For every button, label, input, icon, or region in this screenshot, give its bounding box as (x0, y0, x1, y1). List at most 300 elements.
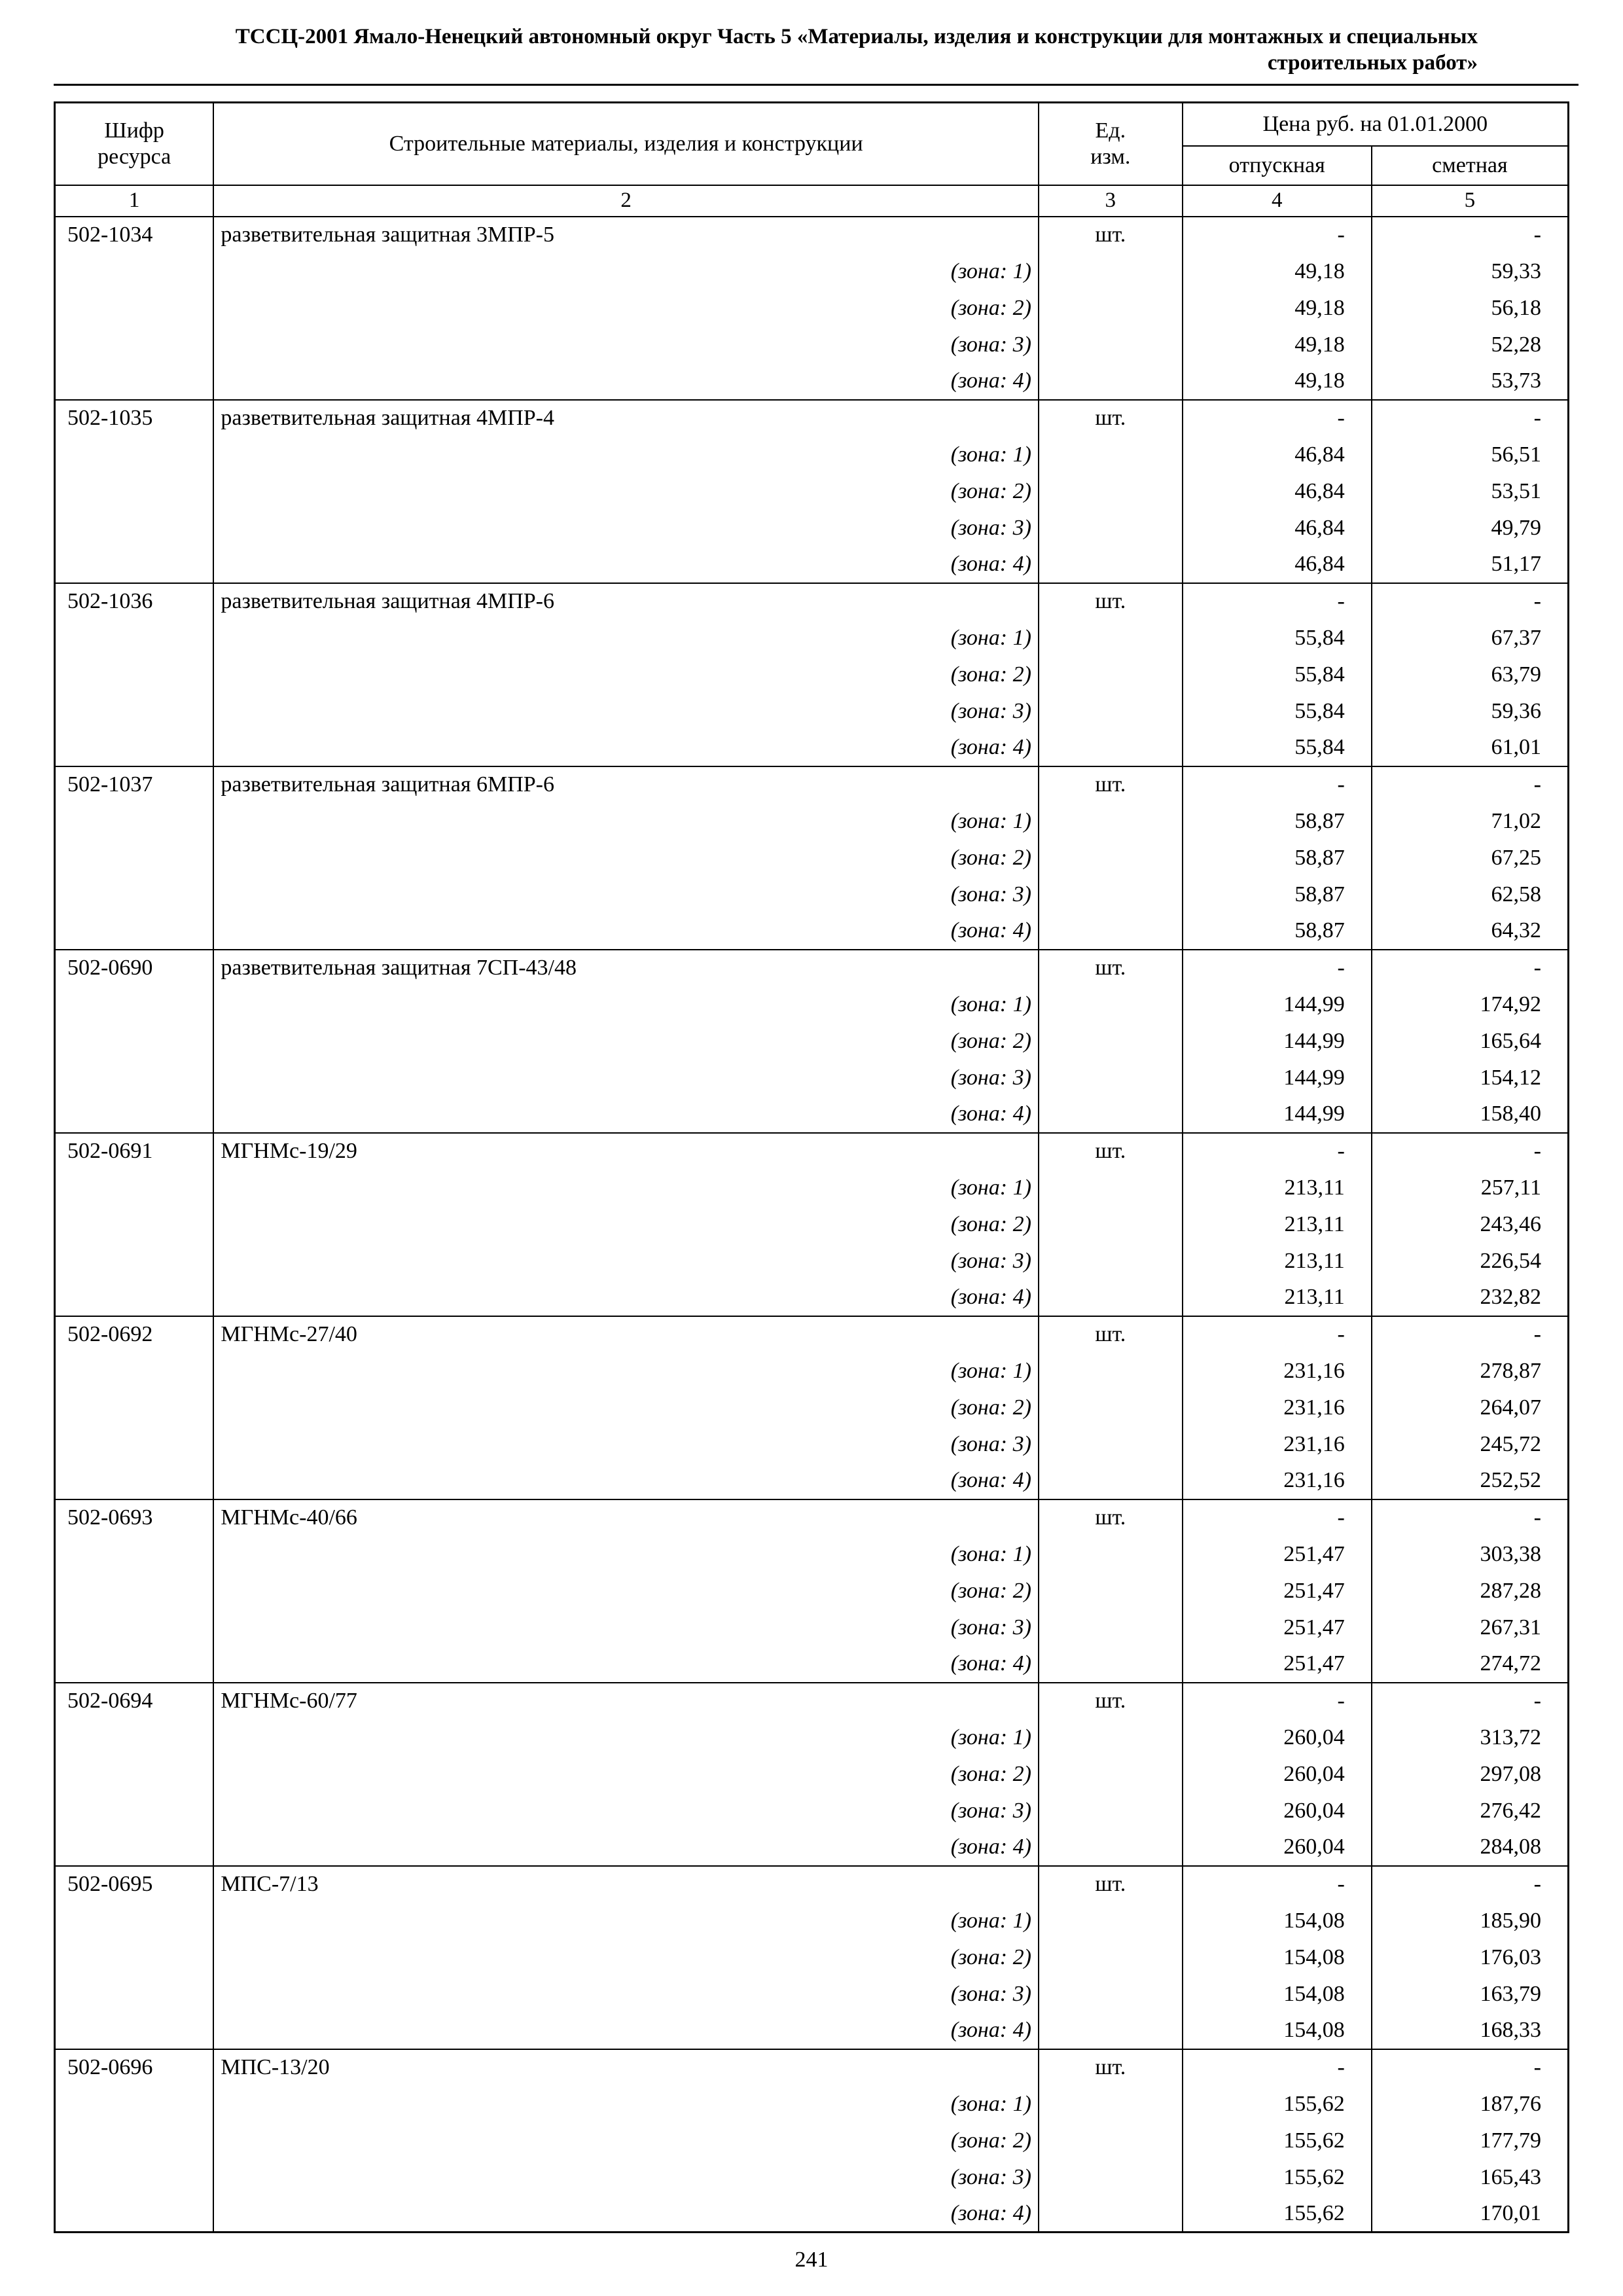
zone-price-smetnaya: 226,54 (1372, 1243, 1569, 1280)
zone-label: (зона: 3) (213, 327, 1039, 363)
zone-price-smetnaya: 53,51 (1372, 473, 1569, 510)
empty-cell (55, 1353, 214, 1390)
empty-cell (55, 363, 214, 400)
resource-name: МПС-7/13 (213, 1866, 1039, 1903)
empty-cell (55, 1243, 214, 1280)
zone-price-otpusknaya: 144,99 (1183, 1023, 1372, 1060)
resource-price-otpusknaya: - (1183, 217, 1372, 253)
empty-cell (1039, 1903, 1183, 1939)
zone-label: (зона: 1) (213, 2086, 1039, 2123)
zone-label: (зона: 2) (213, 1756, 1039, 1793)
resource-unit: шт. (1039, 1133, 1183, 1170)
resource-code: 502-0693 (55, 1499, 214, 1536)
zone-price-smetnaya: 59,36 (1372, 693, 1569, 730)
empty-cell (55, 2196, 214, 2233)
empty-cell (1039, 656, 1183, 693)
zone-price-smetnaya: 56,51 (1372, 437, 1569, 473)
zone-row (55, 1756, 1569, 1793)
zone-label: (зона: 2) (213, 2123, 1039, 2159)
empty-cell (1039, 1426, 1183, 1463)
zone-label: (зона: 2) (213, 1573, 1039, 1609)
zone-row (55, 1243, 1569, 1280)
zone-label: (зона: 1) (213, 437, 1039, 473)
zone-label: (зона: 3) (213, 1793, 1039, 1829)
empty-cell (1039, 327, 1183, 363)
zone-price-otpusknaya: 213,11 (1183, 1280, 1372, 1316)
empty-cell (1039, 437, 1183, 473)
zone-row (55, 1609, 1569, 1646)
resource-code: 502-0692 (55, 1316, 214, 1353)
column-number-5: 5 (1372, 185, 1569, 217)
zone-label: (зона: 3) (213, 1976, 1039, 2013)
zone-price-otpusknaya: 58,87 (1183, 913, 1372, 950)
zone-price-smetnaya: 168,33 (1372, 2013, 1569, 2049)
empty-cell (55, 730, 214, 766)
empty-cell (1039, 547, 1183, 583)
resource-price-smetnaya: - (1372, 1499, 1569, 1536)
zone-price-smetnaya: 257,11 (1372, 1170, 1569, 1206)
resource-main-row (55, 217, 1569, 253)
zone-label: (зона: 1) (213, 1353, 1039, 1390)
zone-label: (зона: 1) (213, 1536, 1039, 1573)
empty-cell (55, 327, 214, 363)
zone-row (55, 1170, 1569, 1206)
empty-cell (1039, 1060, 1183, 1096)
resource-price-otpusknaya: - (1183, 766, 1372, 803)
zone-price-smetnaya: 154,12 (1372, 1060, 1569, 1096)
document-header (54, 24, 1569, 76)
zone-row (55, 1206, 1569, 1243)
zone-label: (зона: 4) (213, 1280, 1039, 1316)
zone-price-otpusknaya: 231,16 (1183, 1390, 1372, 1426)
empty-cell (1039, 1243, 1183, 1280)
empty-cell (55, 253, 214, 290)
zone-price-smetnaya: 67,37 (1372, 620, 1569, 656)
zone-label: (зона: 2) (213, 656, 1039, 693)
resource-main-row (55, 1683, 1569, 1719)
empty-cell (1039, 730, 1183, 766)
resource-price-smetnaya: - (1372, 400, 1569, 437)
zone-price-smetnaya: 276,42 (1372, 1793, 1569, 1829)
resource-code: 502-1035 (55, 400, 214, 437)
resource-main-row (55, 1499, 1569, 1536)
zone-price-smetnaya: 185,90 (1372, 1903, 1569, 1939)
zone-row (55, 510, 1569, 547)
empty-cell (55, 1976, 214, 2013)
zone-row (55, 327, 1569, 363)
zone-row (55, 1023, 1569, 1060)
zone-price-otpusknaya: 55,84 (1183, 656, 1372, 693)
zone-price-smetnaya: 158,40 (1372, 1096, 1569, 1133)
empty-cell (1039, 473, 1183, 510)
empty-cell (1039, 2013, 1183, 2049)
empty-cell (55, 473, 214, 510)
zone-price-smetnaya: 284,08 (1372, 1829, 1569, 1866)
resource-name: МГНМс-60/77 (213, 1683, 1039, 1719)
empty-cell (55, 913, 214, 950)
zone-price-smetnaya: 163,79 (1372, 1976, 1569, 2013)
zone-price-smetnaya: 176,03 (1372, 1939, 1569, 1976)
zone-row (55, 1536, 1569, 1573)
zone-price-smetnaya: 67,25 (1372, 840, 1569, 876)
zone-row (55, 1096, 1569, 1133)
resource-code: 502-0695 (55, 1866, 214, 1903)
zone-price-smetnaya: 62,58 (1372, 876, 1569, 913)
zone-label: (зона: 1) (213, 986, 1039, 1023)
resource-code: 502-0694 (55, 1683, 214, 1719)
zone-row (55, 1426, 1569, 1463)
empty-cell (1039, 620, 1183, 656)
zone-row (55, 1939, 1569, 1976)
empty-cell (55, 1756, 214, 1793)
zone-row (55, 803, 1569, 840)
resource-code: 502-0696 (55, 2049, 214, 2086)
zone-label: (зона: 4) (213, 913, 1039, 950)
zone-price-smetnaya: 63,79 (1372, 656, 1569, 693)
zone-row (55, 1976, 1569, 2013)
zone-label: (зона: 4) (213, 1829, 1039, 1866)
zone-row (55, 290, 1569, 327)
zone-label: (зона: 4) (213, 1463, 1039, 1499)
empty-cell (55, 510, 214, 547)
column-number-1: 1 (55, 185, 214, 217)
zone-label: (зона: 1) (213, 253, 1039, 290)
zone-row (55, 1573, 1569, 1609)
resource-unit: шт. (1039, 583, 1183, 620)
empty-cell (55, 1390, 214, 1426)
zone-label: (зона: 1) (213, 1903, 1039, 1939)
resource-price-smetnaya: - (1372, 217, 1569, 253)
empty-cell (55, 1023, 214, 1060)
zone-price-otpusknaya: 49,18 (1183, 363, 1372, 400)
zone-price-otpusknaya: 144,99 (1183, 1096, 1372, 1133)
resource-code: 502-0691 (55, 1133, 214, 1170)
header-rule (54, 84, 1578, 86)
empty-cell (55, 2013, 214, 2049)
zone-price-otpusknaya: 49,18 (1183, 327, 1372, 363)
zone-price-otpusknaya: 154,08 (1183, 2013, 1372, 2049)
zone-price-smetnaya: 278,87 (1372, 1353, 1569, 1390)
zone-row (55, 437, 1569, 473)
zone-price-otpusknaya: 46,84 (1183, 510, 1372, 547)
zone-price-otpusknaya: 58,87 (1183, 876, 1372, 913)
zone-price-otpusknaya: 260,04 (1183, 1829, 1372, 1866)
resource-price-otpusknaya: - (1183, 583, 1372, 620)
zone-price-smetnaya: 232,82 (1372, 1280, 1569, 1316)
zone-price-otpusknaya: 58,87 (1183, 840, 1372, 876)
resource-price-smetnaya: - (1372, 583, 1569, 620)
zone-price-otpusknaya: 58,87 (1183, 803, 1372, 840)
resource-main-row (55, 1316, 1569, 1353)
zone-price-smetnaya: 313,72 (1372, 1719, 1569, 1756)
zone-price-smetnaya: 56,18 (1372, 290, 1569, 327)
zone-price-otpusknaya: 55,84 (1183, 693, 1372, 730)
empty-cell (55, 1060, 214, 1096)
empty-cell (55, 840, 214, 876)
empty-cell (55, 1939, 214, 1976)
zone-price-otpusknaya: 231,16 (1183, 1463, 1372, 1499)
empty-cell (1039, 803, 1183, 840)
zone-price-otpusknaya: 49,18 (1183, 253, 1372, 290)
empty-cell (55, 620, 214, 656)
resource-unit: шт. (1039, 950, 1183, 986)
zone-price-smetnaya: 274,72 (1372, 1646, 1569, 1683)
resource-price-otpusknaya: - (1183, 1316, 1372, 1353)
empty-cell (55, 1426, 214, 1463)
zone-price-otpusknaya: 260,04 (1183, 1756, 1372, 1793)
resource-name: разветвительная защитная 4МПР-4 (213, 400, 1039, 437)
zone-price-smetnaya: 303,38 (1372, 1536, 1569, 1573)
empty-cell (1039, 363, 1183, 400)
empty-cell (1039, 2086, 1183, 2123)
zone-price-smetnaya: 71,02 (1372, 803, 1569, 840)
zone-row (55, 1353, 1569, 1390)
empty-cell (1039, 1829, 1183, 1866)
resource-main-row (55, 400, 1569, 437)
zone-row (55, 547, 1569, 583)
zone-price-otpusknaya: 260,04 (1183, 1719, 1372, 1756)
zone-label: (зона: 4) (213, 730, 1039, 766)
zone-row (55, 473, 1569, 510)
empty-cell (1039, 1206, 1183, 1243)
zone-row (55, 1390, 1569, 1426)
resource-group (55, 1316, 1569, 1499)
resource-main-row (55, 1866, 1569, 1903)
column-number-2: 2 (213, 185, 1039, 217)
zone-label: (зона: 4) (213, 547, 1039, 583)
empty-cell (55, 876, 214, 913)
resource-main-row (55, 2049, 1569, 2086)
zone-price-smetnaya: 174,92 (1372, 986, 1569, 1023)
empty-cell (1039, 1939, 1183, 1976)
resource-unit: шт. (1039, 1499, 1183, 1536)
resource-unit: шт. (1039, 1683, 1183, 1719)
empty-cell (1039, 1170, 1183, 1206)
empty-cell (1039, 1793, 1183, 1829)
zone-label: (зона: 3) (213, 510, 1039, 547)
col-header-unit: Ед. изм. (1039, 103, 1183, 185)
resource-name: разветвительная защитная 7СП-43/48 (213, 950, 1039, 986)
resource-price-smetnaya: - (1372, 950, 1569, 986)
zone-price-smetnaya: 264,07 (1372, 1390, 1569, 1426)
empty-cell (55, 1573, 214, 1609)
empty-cell (1039, 986, 1183, 1023)
zone-row (55, 620, 1569, 656)
empty-cell (55, 2086, 214, 2123)
zone-price-otpusknaya: 251,47 (1183, 1609, 1372, 1646)
zone-price-smetnaya: 61,01 (1372, 730, 1569, 766)
resource-group (55, 583, 1569, 766)
column-number-3: 3 (1039, 185, 1183, 217)
zone-price-smetnaya: 297,08 (1372, 1756, 1569, 1793)
empty-cell (1039, 2123, 1183, 2159)
empty-cell (1039, 1096, 1183, 1133)
resource-group (55, 1133, 1569, 1316)
zone-price-otpusknaya: 231,16 (1183, 1426, 1372, 1463)
empty-cell (55, 1170, 214, 1206)
resource-price-otpusknaya: - (1183, 2049, 1372, 2086)
empty-cell (1039, 1280, 1183, 1316)
zone-label: (зона: 1) (213, 803, 1039, 840)
resource-unit: шт. (1039, 217, 1183, 253)
empty-cell (1039, 693, 1183, 730)
empty-cell (1039, 1976, 1183, 2013)
empty-cell (55, 1096, 214, 1133)
empty-cell (55, 2123, 214, 2159)
zone-price-smetnaya: 53,73 (1372, 363, 1569, 400)
price-table (54, 101, 1569, 2233)
zone-price-otpusknaya: 154,08 (1183, 1976, 1372, 2013)
resource-name: МГНМс-27/40 (213, 1316, 1039, 1353)
zone-row (55, 1903, 1569, 1939)
empty-cell (1039, 1646, 1183, 1683)
zone-price-smetnaya: 52,28 (1372, 327, 1569, 363)
zone-row (55, 1829, 1569, 1866)
empty-cell (1039, 1536, 1183, 1573)
zone-row (55, 730, 1569, 766)
zone-row (55, 2013, 1569, 2049)
zone-price-smetnaya: 49,79 (1372, 510, 1569, 547)
zone-label: (зона: 3) (213, 1243, 1039, 1280)
resource-name: МГНМс-19/29 (213, 1133, 1039, 1170)
resource-group (55, 2049, 1569, 2233)
zone-price-smetnaya: 51,17 (1372, 547, 1569, 583)
resource-name: разветвительная защитная 6МПР-6 (213, 766, 1039, 803)
resource-main-row (55, 1133, 1569, 1170)
col-header-price-group: Цена руб. на 01.01.2000 (1183, 103, 1569, 146)
resource-price-smetnaya: - (1372, 766, 1569, 803)
zone-row (55, 1646, 1569, 1683)
zone-price-otpusknaya: 231,16 (1183, 1353, 1372, 1390)
empty-cell (1039, 510, 1183, 547)
zone-price-otpusknaya: 46,84 (1183, 473, 1372, 510)
empty-cell (55, 1536, 214, 1573)
resource-price-otpusknaya: - (1183, 1499, 1372, 1536)
header-row-top (55, 103, 1569, 146)
empty-cell (55, 290, 214, 327)
empty-cell (1039, 1609, 1183, 1646)
resource-unit: шт. (1039, 1316, 1183, 1353)
zone-price-smetnaya: 243,46 (1372, 1206, 1569, 1243)
resource-price-otpusknaya: - (1183, 950, 1372, 986)
col-header-otpusknaya: отпускная (1183, 146, 1372, 185)
zone-label: (зона: 3) (213, 2159, 1039, 2196)
zone-label: (зона: 1) (213, 1170, 1039, 1206)
empty-cell (55, 693, 214, 730)
zone-price-smetnaya: 177,79 (1372, 2123, 1569, 2159)
zone-row (55, 2123, 1569, 2159)
resource-main-row (55, 583, 1569, 620)
zone-label: (зона: 2) (213, 473, 1039, 510)
zone-label: (зона: 2) (213, 290, 1039, 327)
zone-label: (зона: 2) (213, 1939, 1039, 1976)
zone-price-otpusknaya: 55,84 (1183, 620, 1372, 656)
empty-cell (1039, 1573, 1183, 1609)
col-header-name: Строительные материалы, изделия и конструкции (213, 103, 1039, 185)
resource-price-smetnaya: - (1372, 1683, 1569, 1719)
empty-cell (1039, 1719, 1183, 1756)
zone-row (55, 253, 1569, 290)
empty-cell (1039, 1023, 1183, 1060)
zone-price-smetnaya: 170,01 (1372, 2196, 1569, 2233)
resource-price-smetnaya: - (1372, 1133, 1569, 1170)
resource-name: разветвительная защитная 4МПР-6 (213, 583, 1039, 620)
zone-row (55, 1719, 1569, 1756)
zone-label: (зона: 4) (213, 1646, 1039, 1683)
zone-label: (зона: 2) (213, 840, 1039, 876)
resource-group (55, 1683, 1569, 1866)
empty-cell (55, 986, 214, 1023)
resource-price-otpusknaya: - (1183, 400, 1372, 437)
resource-group (55, 1499, 1569, 1683)
zone-price-smetnaya: 245,72 (1372, 1426, 1569, 1463)
empty-cell (1039, 840, 1183, 876)
resource-unit: шт. (1039, 766, 1183, 803)
zone-price-otpusknaya: 144,99 (1183, 986, 1372, 1023)
empty-cell (55, 1829, 214, 1866)
empty-cell (55, 547, 214, 583)
empty-cell (1039, 1353, 1183, 1390)
zone-label: (зона: 2) (213, 1206, 1039, 1243)
zone-price-otpusknaya: 213,11 (1183, 1206, 1372, 1243)
zone-row (55, 913, 1569, 950)
zone-price-otpusknaya: 154,08 (1183, 1903, 1372, 1939)
zone-label: (зона: 4) (213, 1096, 1039, 1133)
zone-row (55, 2196, 1569, 2233)
zone-price-otpusknaya: 155,62 (1183, 2086, 1372, 2123)
resource-code: 502-0690 (55, 950, 214, 986)
zone-price-otpusknaya: 155,62 (1183, 2159, 1372, 2196)
resource-unit: шт. (1039, 400, 1183, 437)
resource-unit: шт. (1039, 2049, 1183, 2086)
empty-cell (1039, 1463, 1183, 1499)
zone-row (55, 1280, 1569, 1316)
resource-group (55, 217, 1569, 400)
column-numbers-row (55, 185, 1569, 217)
empty-cell (55, 803, 214, 840)
col-header-smetnaya: сметная (1372, 146, 1569, 185)
zone-label: (зона: 3) (213, 693, 1039, 730)
empty-cell (55, 1280, 214, 1316)
empty-cell (55, 2159, 214, 2196)
resource-group (55, 1866, 1569, 2049)
page-number: 241 (794, 2248, 829, 2272)
resource-code: 502-1034 (55, 217, 214, 253)
zone-price-otpusknaya: 213,11 (1183, 1243, 1372, 1280)
resource-name: МГНМс-40/66 (213, 1499, 1039, 1536)
empty-cell (55, 656, 214, 693)
resource-code: 502-1036 (55, 583, 214, 620)
zone-price-otpusknaya: 46,84 (1183, 437, 1372, 473)
resource-unit: шт. (1039, 1866, 1183, 1903)
zone-label: (зона: 4) (213, 363, 1039, 400)
zone-price-smetnaya: 165,43 (1372, 2159, 1569, 2196)
zone-price-smetnaya: 59,33 (1372, 253, 1569, 290)
empty-cell (1039, 290, 1183, 327)
zone-label: (зона: 3) (213, 1060, 1039, 1096)
zone-row (55, 2086, 1569, 2123)
zone-price-otpusknaya: 213,11 (1183, 1170, 1372, 1206)
zone-price-otpusknaya: 260,04 (1183, 1793, 1372, 1829)
table-header (55, 103, 1569, 217)
zone-price-otpusknaya: 49,18 (1183, 290, 1372, 327)
empty-cell (1039, 1756, 1183, 1793)
zone-label: (зона: 1) (213, 1719, 1039, 1756)
zone-row (55, 1060, 1569, 1096)
empty-cell (55, 1646, 214, 1683)
zone-price-smetnaya: 267,31 (1372, 1609, 1569, 1646)
column-number-4: 4 (1183, 185, 1372, 217)
